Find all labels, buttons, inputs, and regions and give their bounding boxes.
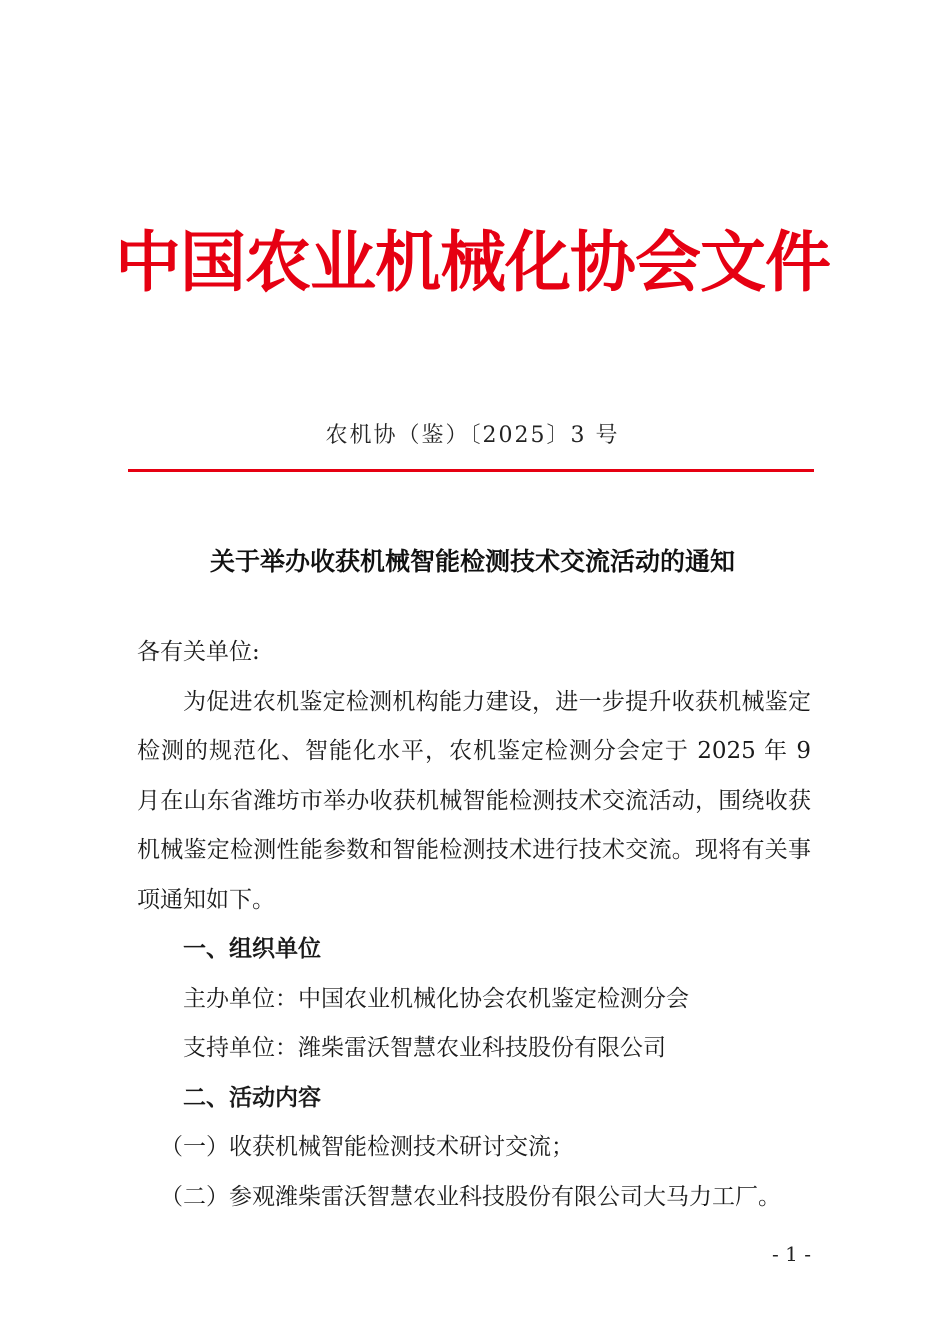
supporter-line: 支持单位：潍柴雷沃智慧农业科技股份有限公司 [183, 1035, 666, 1061]
intro-paragraph: 为促进农机鉴定检测机构能力建设，进一步提升收获机械鉴定检测的规范化、智能化水平，农机鉴定检测分会定于 2025 年 9 月在山东省潍坊市举办收获机械智能检测技术交流活动，围绕收获机械鉴定检测性能参数和智能检测技术进行技术交流。现将有关事项通知如下。 [137, 688, 811, 913]
content-item: （一）收获机械智能检测技术研讨交流； [160, 1134, 574, 1160]
masthead-title: 中国农业机械化协会文件 [115, 223, 830, 301]
red-divider [128, 469, 814, 472]
document-number: 农机协（鉴）〔2025〕3 号 [325, 423, 620, 448]
organizer-line: 主办单位：中国农业机械化协会农机鉴定检测分会 [183, 985, 689, 1012]
salutation: 各有关单位: [137, 639, 260, 665]
content-item: （二）参观潍柴雷沃智慧农业科技股份有限公司大马力工厂。 [160, 1183, 781, 1210]
section-heading-content: 二、活动内容 [183, 1084, 321, 1111]
notice-body [137, 628, 811, 1222]
notice-title: 关于举办收获机械智能检测技术交流活动的通知 [209, 547, 735, 576]
section-heading-organizers: 一、组织单位 [183, 936, 321, 962]
page-number: - 1 - [772, 1242, 811, 1266]
